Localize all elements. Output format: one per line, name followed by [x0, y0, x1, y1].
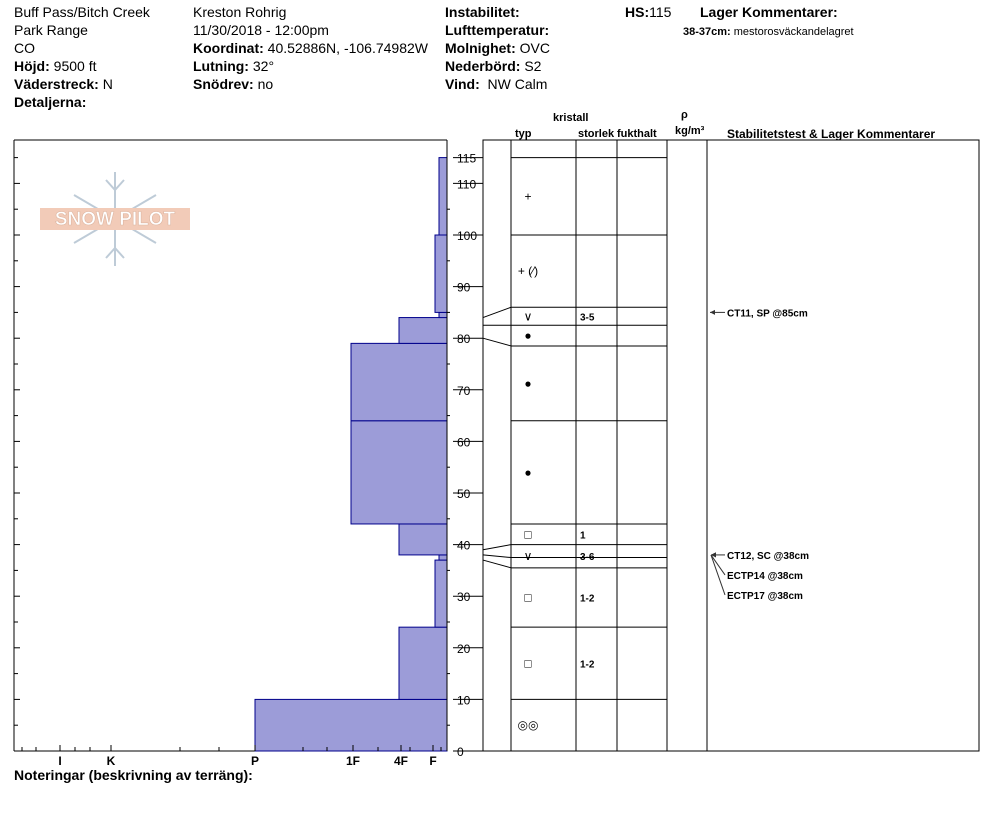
grain-type-symbol: ●	[524, 465, 532, 480]
depth-tick-label: 110	[457, 177, 477, 192]
hardness-bar	[439, 555, 447, 560]
hardness-bar	[439, 158, 447, 235]
boundary-connector	[483, 338, 511, 346]
hardness-bar	[399, 524, 447, 555]
depth-tick-label: 80	[457, 332, 471, 347]
hardness-bar	[399, 318, 447, 344]
depth-tick-label: 60	[457, 435, 471, 450]
details-label: Detaljerna:	[14, 94, 87, 110]
datetime: 11/30/2018 - 12:00pm	[193, 22, 329, 38]
depth-tick-label: 115	[457, 151, 477, 166]
grain-type-symbol: +	[524, 189, 532, 204]
grain-type-symbol: □	[524, 656, 532, 671]
depth-tick-label: 70	[457, 383, 471, 398]
grain-size-label: 1-2	[580, 593, 595, 605]
hardness-tick-label: F	[429, 754, 437, 768]
snow-height: HS:115	[625, 4, 672, 20]
stability-test-label: CT12, SC @38cm	[727, 550, 810, 562]
hardness-bar	[399, 627, 447, 699]
coordinates: Koordinat: 40.52886N, -106.74982W	[193, 40, 428, 56]
state: CO	[14, 40, 35, 56]
boundary-connector	[483, 560, 511, 568]
hardness-bar	[435, 235, 447, 312]
hardness-tick-label: P	[250, 754, 260, 768]
grain-table-frame	[483, 140, 979, 751]
stability-test-label: ECTP17 @38cm	[727, 590, 803, 602]
snowpilot-logo	[40, 172, 190, 266]
crystal-header: kristall	[553, 112, 589, 124]
hardness-bar	[439, 312, 447, 317]
grain-size-label: 1	[580, 530, 586, 542]
stability-arrow	[711, 555, 725, 575]
depth-tick-label: 50	[457, 487, 471, 501]
size-header: storlek	[578, 128, 615, 140]
wind: Vind: NW Calm	[445, 76, 548, 92]
hardness-tick-label: K	[106, 754, 116, 768]
wind-loading: Snödrev: no	[193, 76, 274, 92]
hardness-bar	[255, 699, 447, 751]
depth-tick-label: 90	[457, 280, 471, 295]
stability-arrow	[711, 555, 725, 595]
grain-type-symbol: □	[524, 527, 532, 542]
depth-tick-label: 40	[457, 538, 471, 553]
boundary-connector	[483, 307, 511, 317]
hardness-bar	[351, 421, 447, 524]
boundary-connector	[483, 555, 511, 558]
grain-type-symbol: + (⁄)	[517, 264, 539, 279]
depth-tick-label: 10	[457, 693, 471, 708]
density-symbol: ρ	[681, 109, 688, 121]
grain-size-label: 1-2	[580, 659, 595, 671]
precipitation: Nederbörd: S2	[445, 58, 542, 74]
moisture-header: fukthalt	[617, 128, 657, 140]
instability-label: Instabilitet:	[445, 4, 520, 20]
aspect: Väderstreck: N	[14, 76, 113, 92]
boundary-connector	[483, 545, 511, 550]
grain-type-symbol: □	[524, 590, 532, 605]
hardness-tick-label: 4F	[393, 754, 409, 768]
hardness-tick-label: 1F	[345, 754, 361, 768]
depth-tick-label: 20	[457, 641, 471, 656]
depth-tick-label: 100	[457, 229, 478, 243]
location: Buff Pass/Bitch Creek	[14, 4, 150, 20]
grain-type-symbol: ∨	[523, 309, 533, 324]
air-temp-label: Lufttemperatur:	[445, 22, 550, 38]
observer: Kreston Rohrig	[193, 4, 287, 20]
layer-comment: 38-37cm: mestorosväckandelagret	[683, 26, 854, 38]
hardness-tick-label: I	[58, 754, 62, 768]
density-unit: kg/m³	[675, 125, 705, 137]
type-header: typ	[515, 128, 532, 140]
grain-size-label: 3-6	[580, 552, 595, 564]
grain-type-symbol: ◎◎	[517, 718, 539, 733]
stability-test-label: ECTP14 @38cm	[727, 570, 803, 582]
terrain-notes-label: Noteringar (beskrivning av terräng):	[14, 767, 253, 783]
stability-header: Stabilitetstest & Lager Kommentarer	[727, 127, 936, 141]
slope: Lutning: 32°	[193, 58, 275, 74]
depth-tick-label: 0	[457, 745, 464, 759]
grain-type-symbol: ∨	[523, 549, 533, 564]
grain-type-symbol: ●	[524, 328, 532, 343]
hardness-bar	[435, 560, 447, 627]
grain-size-label: 3-5	[580, 312, 595, 324]
stability-arrowhead	[710, 310, 715, 315]
hardness-bar	[351, 343, 447, 420]
stability-test-label: CT11, SP @85cm	[727, 308, 808, 320]
mountain-range: Park Range	[14, 22, 88, 38]
depth-tick-label: 30	[457, 590, 471, 605]
elevation: Höjd: 9500 ft	[14, 58, 97, 74]
sky: Molnighet: OVC	[445, 40, 550, 56]
layer-comments-label: Lager Kommentarer:	[700, 4, 838, 20]
logo-text: SNOW PILOT	[54, 209, 176, 230]
grain-type-symbol: ●	[524, 376, 532, 391]
